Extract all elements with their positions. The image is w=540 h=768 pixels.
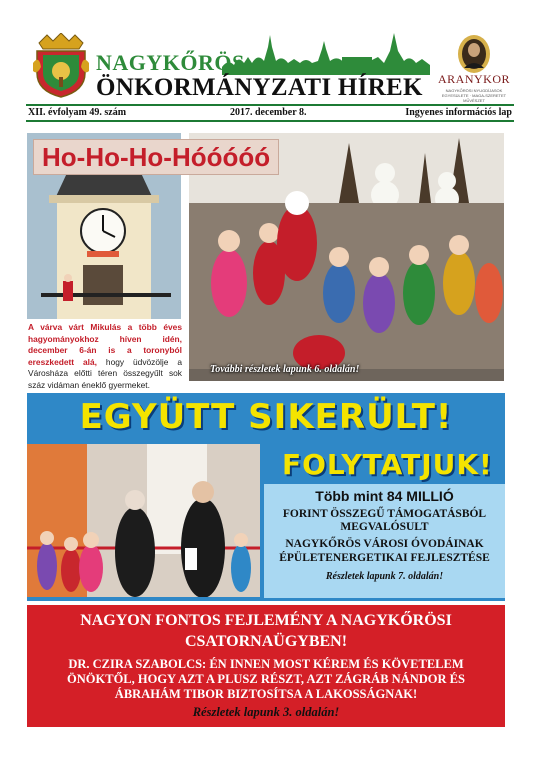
green-city-skyline-icon — [222, 27, 430, 75]
funding-info-box — [264, 484, 505, 598]
aranykor-logo — [432, 34, 516, 102]
middle-story-headline1: EGYÜTT SIKERÜLT! — [79, 397, 453, 437]
city-coat-of-arms-icon — [33, 33, 89, 99]
funding-line3: MEGVALÓSULT — [340, 521, 429, 533]
funding-reference: Részletek lapunk 7. oldalán! — [325, 571, 444, 582]
issue-volume: XII. évfolyam 49. szám — [28, 107, 127, 118]
bottom-story-panel — [27, 605, 505, 727]
top-story-headline: Ho-Ho-Ho-Hóóóóó — [33, 139, 279, 175]
portrait-icon — [432, 34, 516, 74]
masthead-title-line1: NAGYKŐRÖS — [96, 50, 245, 75]
top-story-caption — [28, 322, 182, 392]
issue-bar — [26, 104, 514, 122]
middle-story-headline2: FOLYTATJUK! — [282, 448, 493, 481]
masthead-title-line2: ÖNKORMÁNYZATI HÍREK — [96, 74, 423, 101]
bottom-body-line1: DR. CZIRA SZABOLCS: ÉN INNEN MOST KÉREM ÉS KÖVETELEM — [68, 657, 464, 671]
bottom-headline-line1: NAGYON FONTOS FEJLEMÉNY A NAGYKŐRÖSI — [80, 612, 452, 629]
issue-tagline: Ingyenes információs lap — [405, 107, 512, 118]
bottom-headline-line2: CSATORNAÜGYBEN! — [184, 633, 348, 650]
aranykor-logo-subtext: NAGYKŐRÖSI NYUGDÍJASOK EGYESÜLETE · MAGA-SZERETET MŰVÉSZET — [441, 88, 507, 103]
aranykor-logo-text: ARANYKOR — [437, 72, 510, 86]
bottom-reference: Részletek lapunk 3. oldalán! — [192, 705, 340, 719]
ribbon-cutting-photo — [27, 444, 260, 597]
top-story-caption-lead: A várva várt Mikulás a több éves hagyományokhoz híven idén, december 6-án is a toronyból ereszkedett alá, — [28, 322, 182, 367]
issue-date: 2017. december 8. — [230, 107, 307, 118]
funding-line2: FORINT ÖSSZEGŰ TÁMOGATÁSBÓL — [282, 508, 487, 520]
funding-line4: NAGYKŐRÖS VÁROSI ÓVODÁINAK — [285, 538, 484, 550]
top-story-caption-rest: hogy üdvözölje a Városháza előtti téren összegyűlt sok száz vidáman éneklő gyermeket. — [28, 356, 183, 390]
funding-amount: Több mint 84 MILLIÓ — [315, 488, 454, 504]
bottom-body-line3: ÁBRAHÁM TIBOR BIZTOSÍTSA A LAKOSSÁGNAK! — [114, 687, 418, 701]
funding-line5: ÉPÜLETENERGETIKAI FEJLESZTÉSE — [279, 552, 490, 564]
top-story-photo-caption: További részletek lapunk 6. oldalán! — [210, 364, 360, 375]
bottom-body-line2: ÖNÖKTŐL, HOGY AZT A PLUSZ RÉSZT, AZT ZÁGRÁB NÁNDOR ÉS — [67, 672, 465, 686]
